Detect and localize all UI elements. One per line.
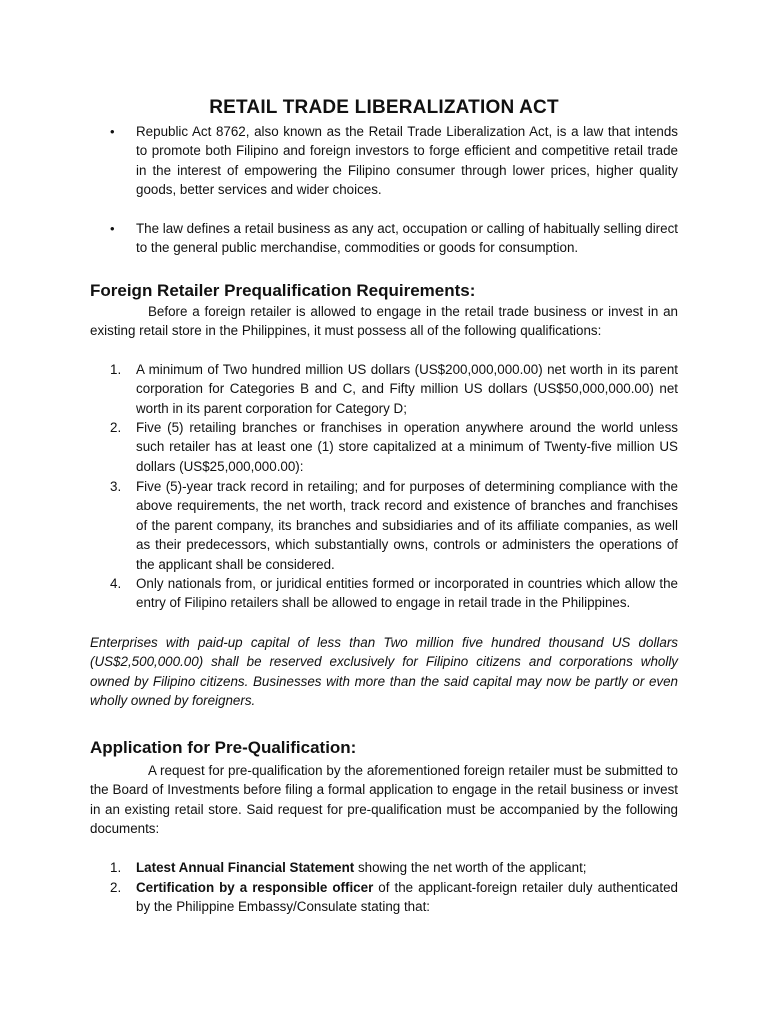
section-heading-prequalification: Foreign Retailer Prequalification Requirements: bbox=[90, 281, 476, 300]
document-item bbox=[110, 878, 678, 917]
item-rest-text: of the applicant-foreign retailer duly authenticated by the Philippine Embassy/Consulate stating that: bbox=[136, 880, 678, 915]
intro-bullet bbox=[110, 219, 678, 258]
item-number: 4. bbox=[110, 576, 122, 591]
section-intro-paragraph: A request for pre-qualification by the aforementioned foreign retailer must be submitted to the Board of Investments before filing a formal application to engage in the retail business or invest in an existing retail store. Said request for pre-qualification must be accompanied by the following documents: bbox=[90, 763, 678, 837]
item-number: 2. bbox=[110, 880, 122, 895]
document-item bbox=[110, 858, 678, 877]
item-bold-label: Latest Annual Financial Statement bbox=[136, 860, 355, 875]
section-intro-paragraph: Before a foreign retailer is allowed to engage in the retail trade business or invest in an existing retail store in the Philippines, it must possess all of the following qualifications: bbox=[90, 304, 678, 339]
capital-note-paragraph: Enterprises with paid-up capital of less than Two million five hundred thousand US dollars (US$2,500,000.00) shall be reserved exclusively for Filipino citizens and corporations wholly owned by Filipino citizens. Businesses with more than the said capital may now be partly or even wholly owned by foreigners. bbox=[90, 635, 678, 709]
section-heading-application: Application for Pre-Qualification: bbox=[90, 738, 357, 757]
requirement-item bbox=[110, 574, 678, 613]
item-number: 1. bbox=[110, 860, 122, 875]
bullet-text: The law defines a retail business as any act, occupation or calling of habitually selling direct to the general public merchandise, commodities or goods for consumption. bbox=[136, 221, 678, 256]
item-text: A minimum of Two hundred million US dollars (US$200,000,000.00) net worth in its parent corporation for Categories B and C, and Fifty million US dollars (US$50,000,000.00) net worth in its parent corporation for Category D; bbox=[136, 362, 678, 416]
item-number: 2. bbox=[110, 420, 122, 435]
requirement-item bbox=[110, 418, 678, 476]
item-text bbox=[136, 878, 678, 917]
item-rest-text: showing the net worth of the applicant; bbox=[354, 860, 587, 875]
item-text: Five (5) retailing branches or franchises in operation anywhere around the world unless such retailer has at least one (1) store capitalized at a minimum of Twenty-five million US dollars (US$25,000,000.00): bbox=[136, 420, 678, 474]
item-number: 1. bbox=[110, 362, 122, 377]
intro-bullet bbox=[110, 122, 678, 200]
bullet-text: Republic Act 8762, also known as the Retail Trade Liberalization Act, is a law that intends to promote both Filipino and foreign investors to forge efficient and competitive retail trade in the interest of empowering the Filipino consumer through lower prices, higher quality goods, better services and wider choices. bbox=[136, 124, 678, 198]
requirement-item bbox=[110, 360, 678, 418]
item-text: Five (5)-year track record in retailing; and for purposes of determining compliance with the above requirements, the net worth, track record and existence of branches and franchises of the parent company, its branches and subsidiaries and of its affiliate companies, as well as their predecessors, which substantially owns, controls or administers the operations of the applicant shall be considered. bbox=[136, 479, 678, 572]
requirement-item bbox=[110, 477, 678, 574]
bullet-icon: • bbox=[110, 124, 115, 139]
item-bold-label: Certification by a responsible officer bbox=[136, 880, 374, 895]
item-text: Only nationals from, or juridical entities formed or incorporated in countries which allow the entry of Filipino retailers shall be allowed to engage in retail trade in the Philippines. bbox=[136, 576, 678, 611]
item-number: 3. bbox=[110, 479, 122, 494]
item-text bbox=[136, 858, 678, 877]
bullet-icon: • bbox=[110, 221, 115, 236]
document-title: RETAIL TRADE LIBERALIZATION ACT bbox=[209, 97, 559, 118]
